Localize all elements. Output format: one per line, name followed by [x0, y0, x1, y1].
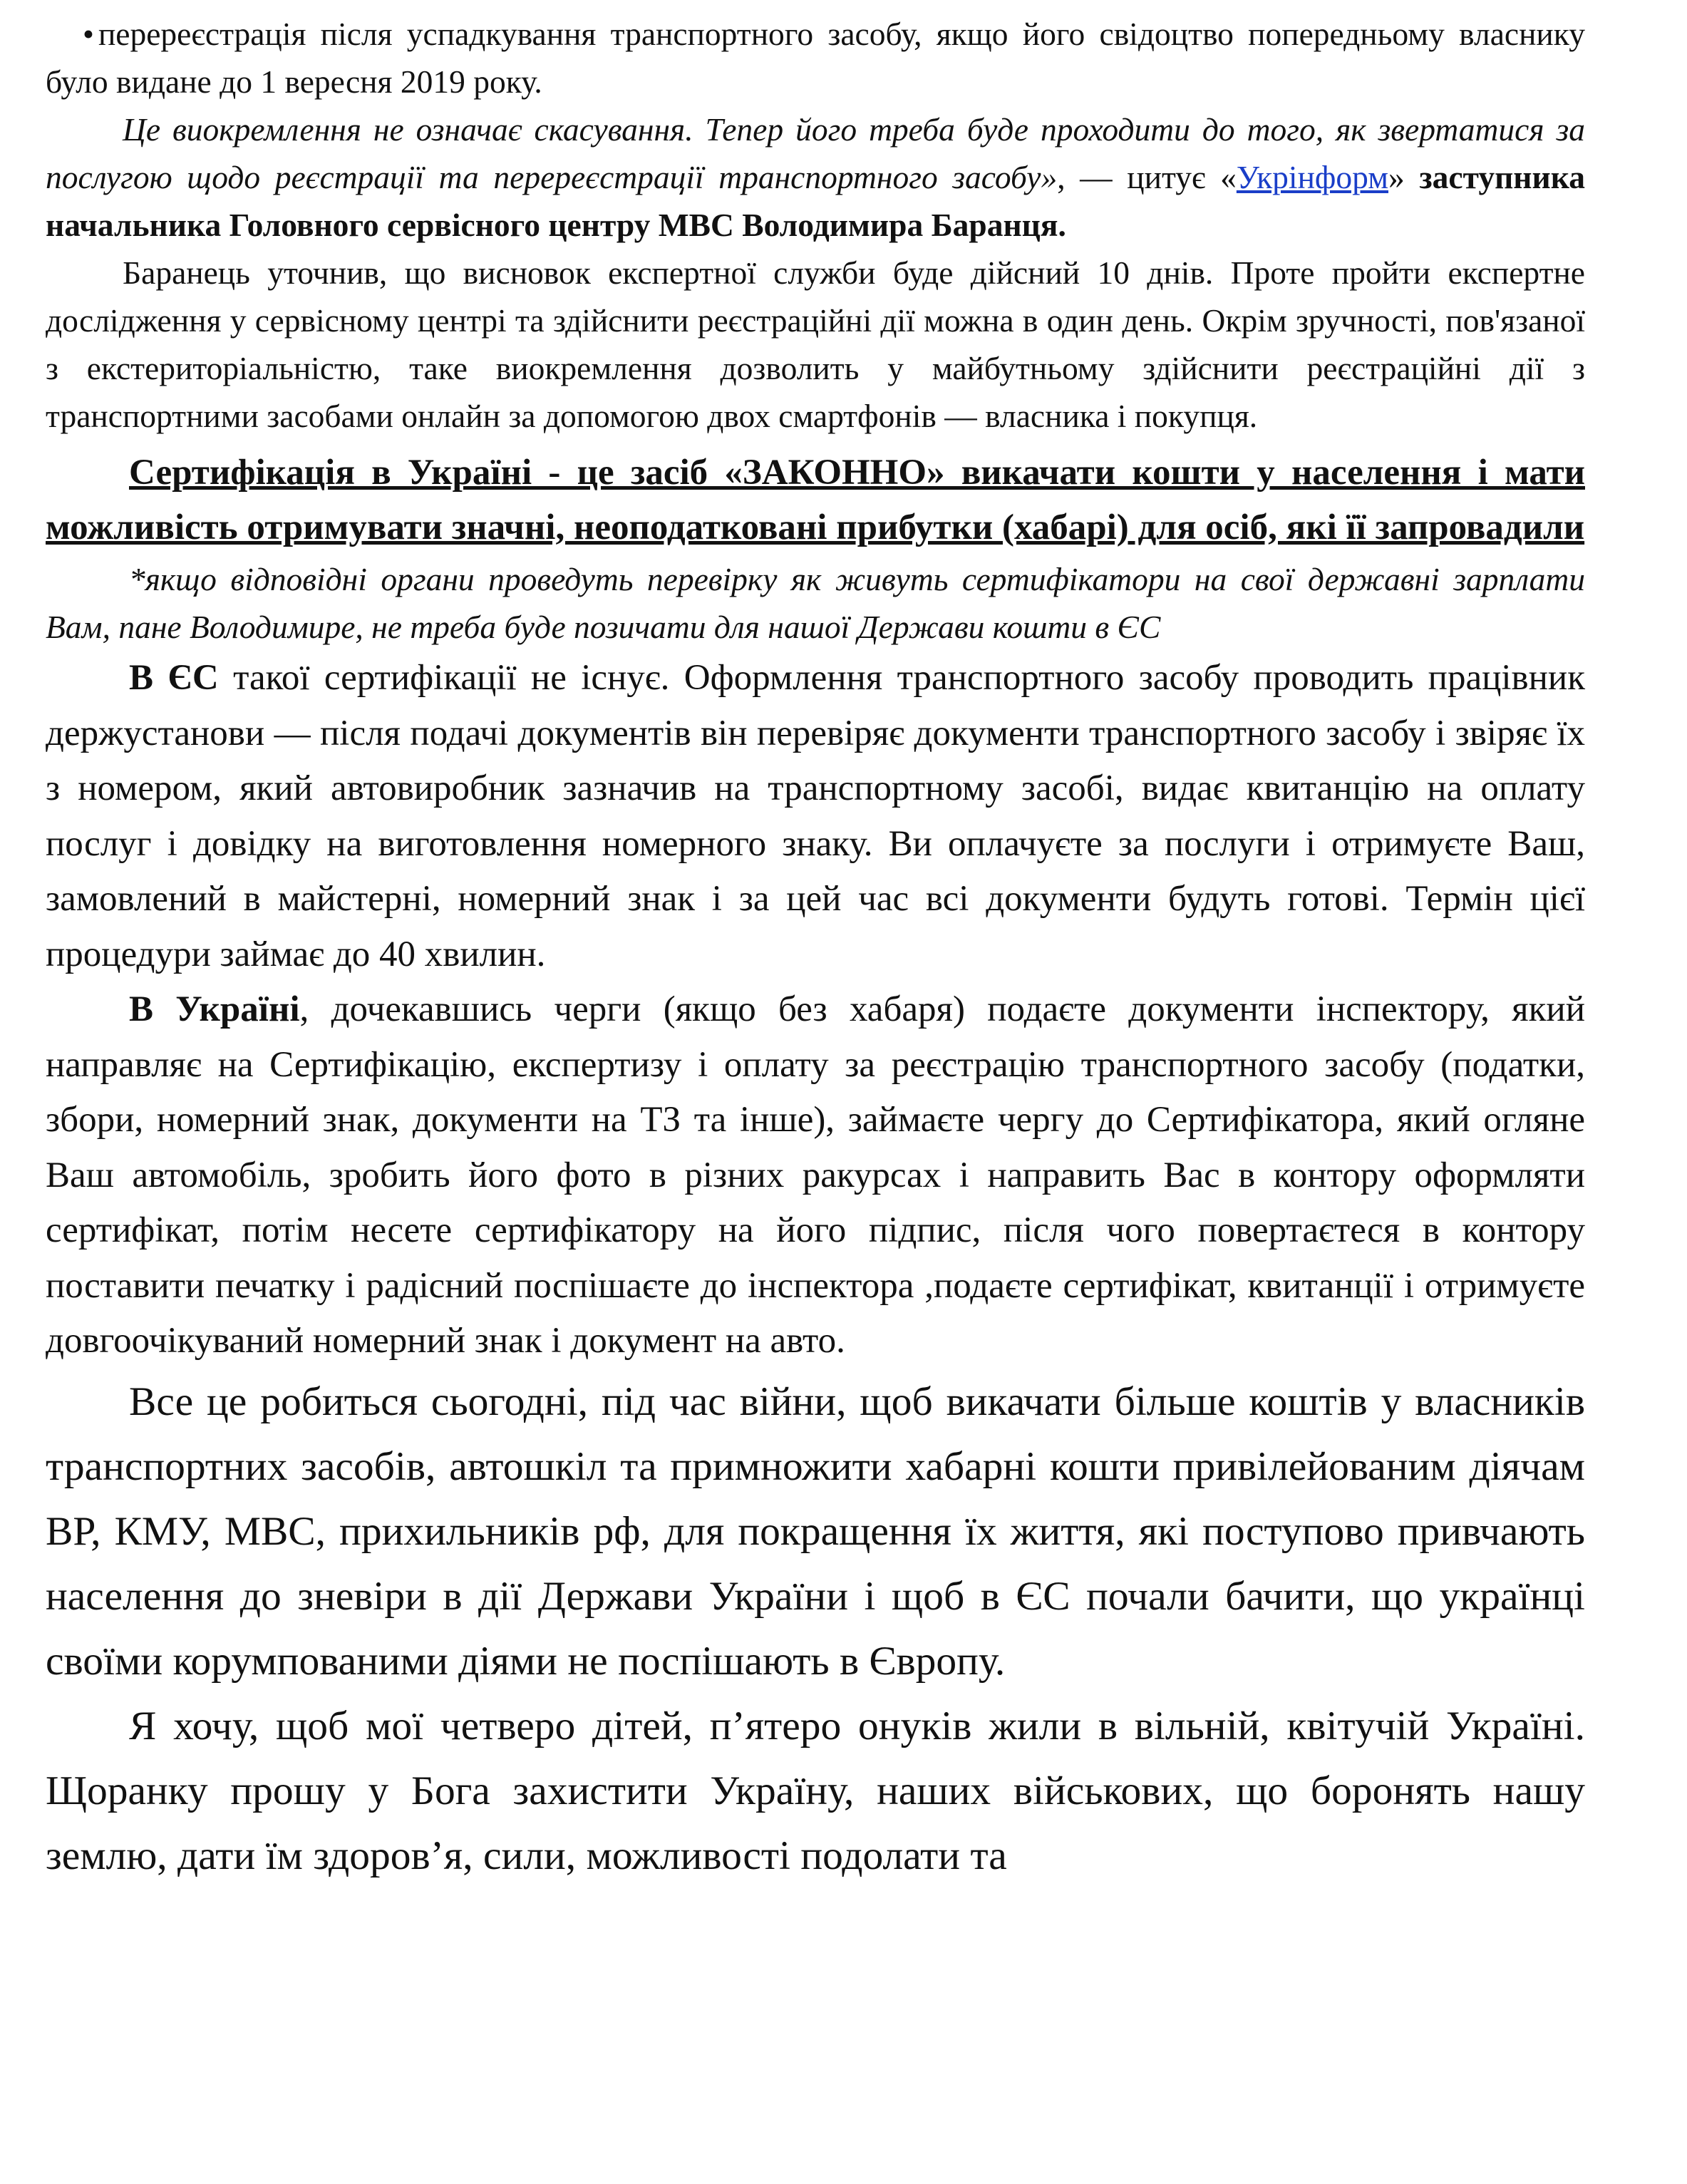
bullet-paragraph — [46, 10, 1585, 105]
eu-lead: В ЄС — [129, 658, 219, 698]
section-heading: Сертифікація в Україні - це засіб «ЗАКОННО» викачати кошти у населення і мати можливість отримувати значні, неоподатковані прибутки (хабарі) для осіб, які її запровадили — [46, 453, 1585, 547]
eu-paragraph — [46, 651, 1585, 982]
quote-attribution: , — цитує « — [1057, 159, 1237, 195]
eu-text: такої сертифікації не існує. Оформлення транспортного засобу проводить працівник держустанови — після подачі документів він перевіряє документи транспортного засобу і звіряє їх з номером, який автовиробник зазначив на транспортному засобі, видає квитанцію на оплату послуг і довідку на виготовлення номерного знаку. Ви оплачуєте за послуги і отримуєте Ваш, замовлений в майстерні, номерний знак і за цей час всі документи будуть готові. Термін цієї процедури займає до 40 хвилин. — [46, 658, 1585, 974]
ukrinform-link[interactable]: Укрінформ — [1236, 159, 1389, 195]
speaker-name: заступника начальника Головного сервісного центру МВС Володимира Баранця. — [46, 159, 1586, 243]
ukraine-paragraph — [46, 982, 1585, 1369]
war-paragraph: Все це робиться сьогодні, під час війни, щоб викачати більше коштів у власників транспортних засобів, автошкіл та примножити хабарні кошти привілейованим діячам ВР, КМУ, МВС, прихильників рф, для покращення їх життя, які поступово привчають населення до зневіри в дії Держави України і щоб в ЄС почали бачити, що українці своїми корумпованими діями не поспішають в Європу. — [46, 1379, 1585, 1684]
baranets-paragraph: Баранець уточнив, що висновок експертної служби буде дійсний 10 днів. Проте пройти експертне дослідження у сервісному центрі та здійснити реєстраційні дії можна в один день. Окрім зручності, пов'язаної з екстериторіальністю, таке виокремлення дозволить у майбутньому здійснити реєстраційні дії з транспортними засобами онлайн за допомогою двох смартфонів — власника і покупця. — [46, 254, 1585, 434]
ukraine-lead: В Україні — [129, 989, 300, 1029]
quote-paragraph — [46, 105, 1585, 249]
quote-text: Це виокремлення не означає скасування. Тепер його треба буде проходити до того, як звертатися за послугою щодо реєстрації та перереєстрації транспортного засобу» — [46, 111, 1585, 195]
document-page — [46, 10, 1585, 1888]
bullet-text: перереєстрація після успадкування транспортного засобу, якщо його свідоцтво попередньому власнику було видане до 1 вересня 2019 року. — [46, 16, 1585, 100]
link-close: » — [1388, 159, 1420, 195]
closing-paragraph: Я хочу, щоб мої четверо дітей, п’ятеро онуків жили в вільній, квітучій Україні. Щоранку прошу у Бога захистити Україну, наших військових, що боронять нашу землю, дати їм здоров’я, сили, можливості подолати та — [46, 1703, 1585, 1878]
footnote-note: *якщо відповідні органи проведуть перевірку як живуть сертифікатори на свої державні зарплати Вам, пане Володимире, не треба буде позичати для нашої Держави кошти в ЄС — [46, 561, 1585, 645]
ukraine-text: , дочекавшись черги (якщо без хабаря) подаєте документи інспектору, який направляє на Сертифікацію, експертизу і оплату за реєстрацію транспортного засобу (податки, збори, номерний знак, документи на ТЗ та інше), займаєте чергу до Сертифікатора, який огляне Ваш автомобіль, зробить його фото в різних ракурсах і направить Вас в контору оформляти сертифікат, потім несете сертифікатору на його підпис, після чого повертаєтеся в контору поставити печатку і радісний поспішаєте до інспектора ,подаєте сертифікат, квитанції і отримуєте довгоочікуваний номерний знак і документ на авто. — [46, 989, 1586, 1361]
